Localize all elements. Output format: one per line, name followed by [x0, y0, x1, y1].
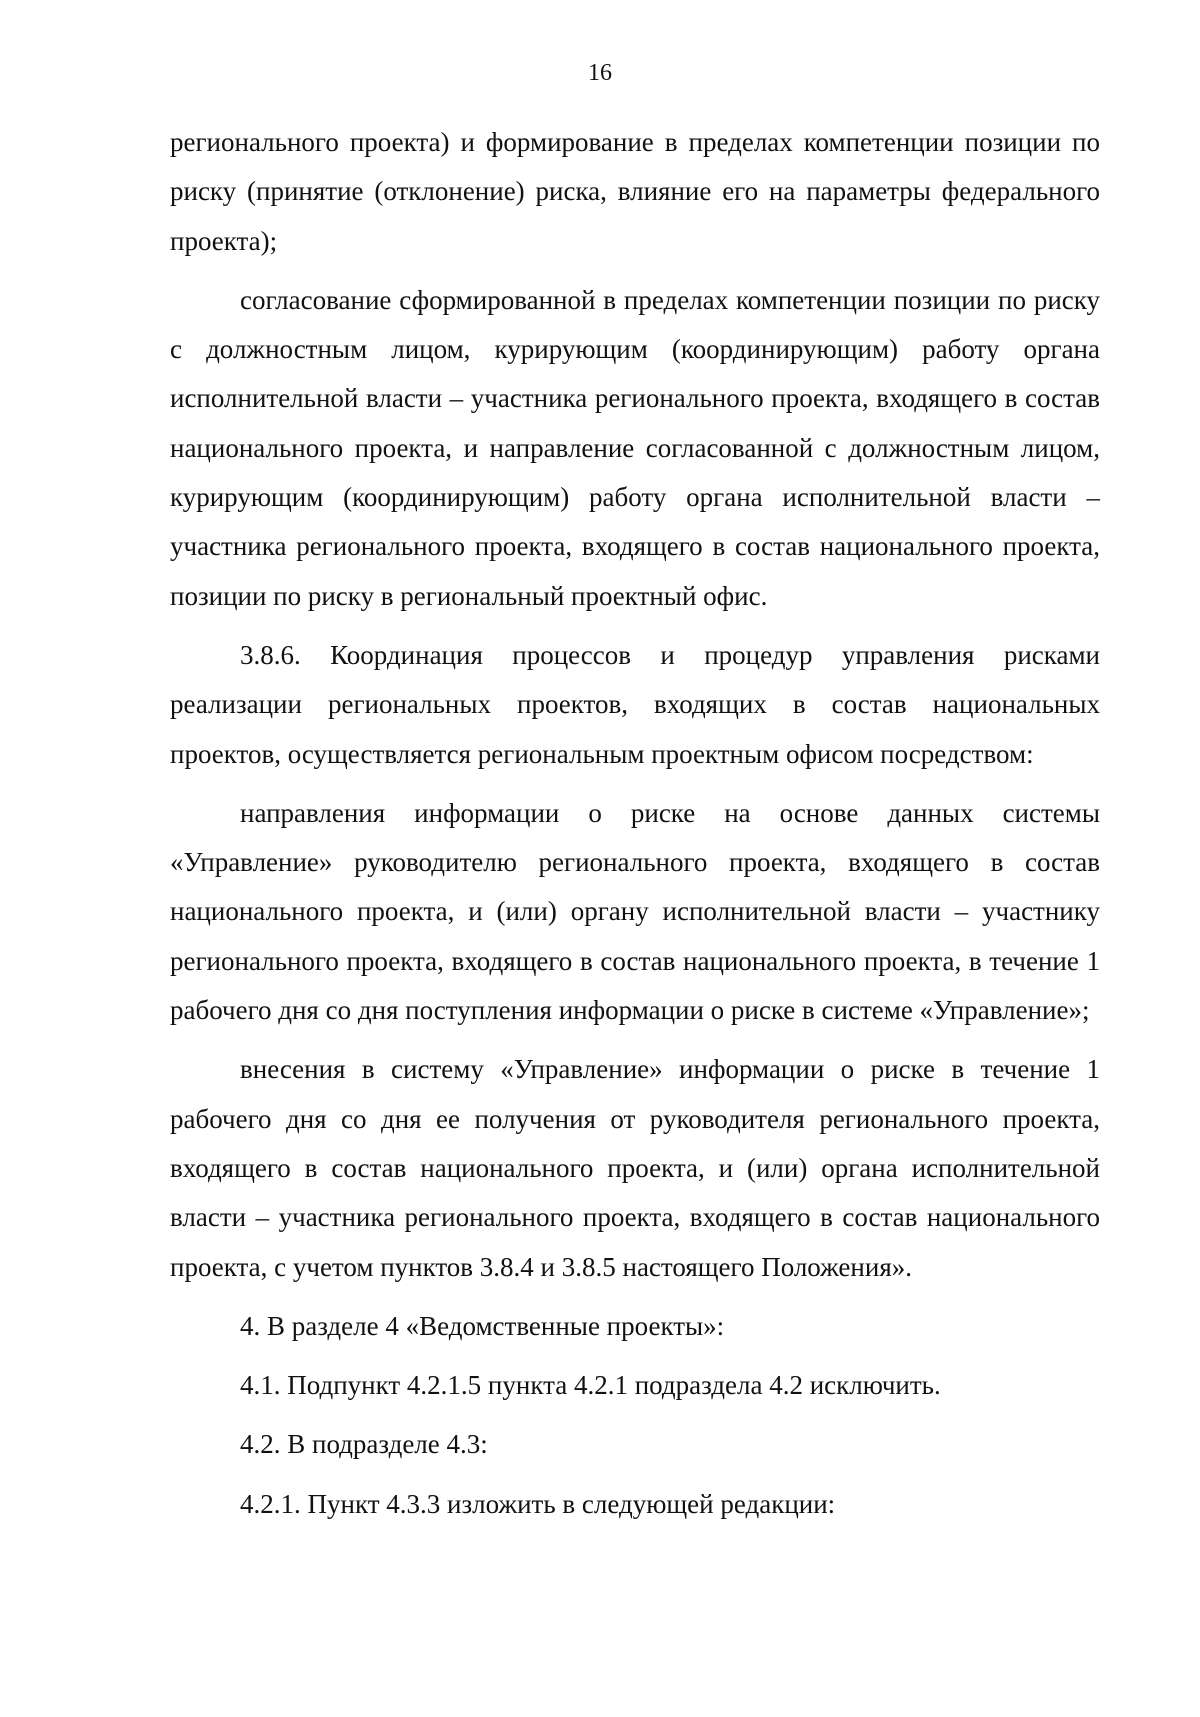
paragraph-3-8-6: 3.8.6. Координация процессов и процедур управления рисками реализации региональных проектов, входящих в состав национальных проектов, осуществляется региональным проектным офисом посредством: [170, 639, 1100, 769]
paragraph-4-2: 4.2. В подразделе 4.3: [240, 1429, 488, 1460]
paragraph-4-1: 4.1. Подпункт 4.2.1.5 пункта 4.2.1 подраздела 4.2 исключить. [240, 1370, 941, 1401]
paragraph-approval: согласование сформированной в пределах компетенции позиции по риску с должностным лицом, курирующим (координирующим) работу органа исполнительной власти – участника регионального проекта, входящего в состав национального проекта, и направление согласованной с должностным лицом, курирующим (координирующим) работу органа исполнительной власти – участника регионального проекта, входящего в состав национального проекта, позиции по риску в региональный проектный офис. [170, 284, 1100, 611]
paragraph-info-sending: направления информации о риске на основе данных системы «Управление» руководителю регионального проекта, входящего в состав национального проекта, и (или) органу исполнительной власти – участнику регионального проекта, входящего в состав национального проекта, в течение 1 рабочего дня со дня поступления информации о риске в системе «Управление»; [170, 797, 1100, 1026]
document-body [170, 118, 1100, 1529]
paragraph-4-2-1: 4.2.1. Пункт 4.3.3 изложить в следующей редакции: [240, 1488, 836, 1519]
paragraph-continuation: регионального проекта) и формирование в пределах компетенции позиции по риску (принятие (отклонение) риска, влияние его на параметры федерального проекта); [170, 127, 1100, 256]
paragraph-section-4: 4. В разделе 4 «Ведомственные проекты»: [240, 1310, 725, 1341]
page-number: 16 [588, 60, 612, 86]
paragraph-info-entry: внесения в систему «Управление» информации о риске в течение 1 рабочего дня со дня ее получения от руководителя регионального проекта, входящего в состав национального проекта, и (или) органа исполнительной власти – участника регионального проекта, входящего в состав национального проекта, с учетом пунктов 3.8.4 и 3.8.5 настоящего Положения». [170, 1054, 1100, 1282]
